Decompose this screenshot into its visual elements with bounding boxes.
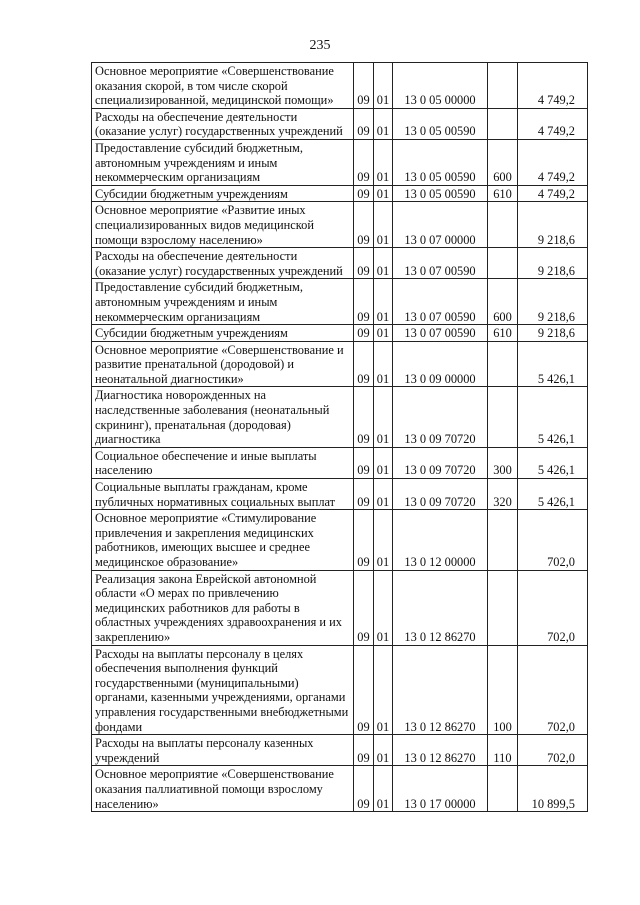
- subsection-code-cell: 01: [374, 185, 393, 202]
- section-code-cell: 09: [354, 387, 374, 447]
- amount-cell: 9 218,6: [518, 325, 588, 342]
- expense-type-cell: [488, 108, 518, 139]
- subsection-code-cell: 01: [374, 108, 393, 139]
- expense-type-cell: 320: [488, 479, 518, 510]
- table-row: [92, 341, 588, 387]
- amount-cell: 702,0: [518, 645, 588, 735]
- subsection-code-cell: 01: [374, 325, 393, 342]
- table-row: [92, 479, 588, 510]
- expense-type-cell: [488, 766, 518, 812]
- row-name-cell: Субсидии бюджетным учреждениям: [92, 185, 354, 202]
- expense-type-cell: 610: [488, 325, 518, 342]
- amount-cell: 5 426,1: [518, 447, 588, 478]
- subsection-code-cell: 01: [374, 479, 393, 510]
- row-name-cell: Расходы на выплаты персоналу в целях обеспечения выполнения функций государственными (муниципальными) органами, казенными учреждениями, органами управления государственными внебюджетными фондами: [92, 645, 354, 735]
- expense-type-cell: [488, 248, 518, 279]
- target-article-cell: 13 0 05 00590: [393, 108, 488, 139]
- expense-type-cell: [488, 387, 518, 447]
- target-article-cell: 13 0 12 86270: [393, 570, 488, 645]
- table-row: [92, 735, 588, 766]
- row-name-cell: Основное мероприятие «Развитие иных специализированных видов медицинской помощи взрослому населению»: [92, 202, 354, 248]
- table-row: [92, 248, 588, 279]
- row-name-cell: Расходы на обеспечение деятельности (оказание услуг) государственных учреждений: [92, 108, 354, 139]
- row-name-cell: Субсидии бюджетным учреждениям: [92, 325, 354, 342]
- table-row: [92, 63, 588, 109]
- row-name-cell: Основное мероприятие «Совершенствование оказания паллиативной помощи взрослому населению»: [92, 766, 354, 812]
- subsection-code-cell: 01: [374, 447, 393, 478]
- target-article-cell: 13 0 07 00000: [393, 202, 488, 248]
- row-name-cell: Социальные выплаты гражданам, кроме публичных нормативных социальных выплат: [92, 479, 354, 510]
- amount-cell: 9 218,6: [518, 279, 588, 325]
- amount-cell: 4 749,2: [518, 63, 588, 109]
- table-row: [92, 447, 588, 478]
- expense-type-cell: 100: [488, 645, 518, 735]
- expense-type-cell: 300: [488, 447, 518, 478]
- expense-type-cell: 600: [488, 279, 518, 325]
- expense-type-cell: [488, 202, 518, 248]
- subsection-code-cell: 01: [374, 341, 393, 387]
- table-row: [92, 387, 588, 447]
- row-name-cell: Расходы на обеспечение деятельности (оказание услуг) государственных учреждений: [92, 248, 354, 279]
- amount-cell: 9 218,6: [518, 202, 588, 248]
- row-name-cell: Основное мероприятие «Совершенствование оказания скорой, в том числе скорой специализированной, медицинской помощи»: [92, 63, 354, 109]
- section-code-cell: 09: [354, 279, 374, 325]
- section-code-cell: 09: [354, 325, 374, 342]
- row-name-cell: Расходы на выплаты персоналу казенных учреждений: [92, 735, 354, 766]
- subsection-code-cell: 01: [374, 139, 393, 185]
- expense-type-cell: 600: [488, 139, 518, 185]
- amount-cell: 5 426,1: [518, 341, 588, 387]
- subsection-code-cell: 01: [374, 645, 393, 735]
- target-article-cell: 13 0 07 00590: [393, 325, 488, 342]
- row-name-cell: Реализация закона Еврейской автономной области «О мерах по привлечению медицинских работников для работы в областных учреждениях здравоохранения и их закреплению»: [92, 570, 354, 645]
- subsection-code-cell: 01: [374, 510, 393, 570]
- budget-table-body: [92, 63, 588, 812]
- subsection-code-cell: 01: [374, 570, 393, 645]
- section-code-cell: 09: [354, 645, 374, 735]
- section-code-cell: 09: [354, 202, 374, 248]
- table-row: [92, 202, 588, 248]
- amount-cell: 4 749,2: [518, 139, 588, 185]
- target-article-cell: 13 0 09 70720: [393, 387, 488, 447]
- target-article-cell: 13 0 09 70720: [393, 479, 488, 510]
- table-row: [92, 510, 588, 570]
- amount-cell: 5 426,1: [518, 479, 588, 510]
- page-number: 235: [309, 38, 331, 53]
- target-article-cell: 13 0 07 00590: [393, 279, 488, 325]
- target-article-cell: 13 0 12 86270: [393, 645, 488, 735]
- target-article-cell: 13 0 12 86270: [393, 735, 488, 766]
- target-article-cell: 13 0 05 00590: [393, 139, 488, 185]
- row-name-cell: Социальное обеспечение и иные выплаты населению: [92, 447, 354, 478]
- section-code-cell: 09: [354, 63, 374, 109]
- section-code-cell: 09: [354, 108, 374, 139]
- section-code-cell: 09: [354, 185, 374, 202]
- amount-cell: 9 218,6: [518, 248, 588, 279]
- section-code-cell: 09: [354, 479, 374, 510]
- section-code-cell: 09: [354, 139, 374, 185]
- budget-table: [91, 62, 588, 812]
- amount-cell: 10 899,5: [518, 766, 588, 812]
- row-name-cell: Предоставление субсидий бюджетным, автономным учреждениям и иным некоммерческим организациям: [92, 139, 354, 185]
- subsection-code-cell: 01: [374, 202, 393, 248]
- amount-cell: 702,0: [518, 735, 588, 766]
- table-row: [92, 325, 588, 342]
- amount-cell: 702,0: [518, 570, 588, 645]
- table-row: [92, 570, 588, 645]
- expense-type-cell: [488, 570, 518, 645]
- row-name-cell: Диагностика новорожденных на наследственные заболевания (неонатальный скрининг), пренатальная (дородовая) диагностика: [92, 387, 354, 447]
- table-row: [92, 108, 588, 139]
- expense-type-cell: [488, 510, 518, 570]
- target-article-cell: 13 0 09 00000: [393, 341, 488, 387]
- subsection-code-cell: 01: [374, 766, 393, 812]
- target-article-cell: 13 0 09 70720: [393, 447, 488, 478]
- amount-cell: 702,0: [518, 510, 588, 570]
- row-name-cell: Основное мероприятие «Стимулирование привлечения и закрепления медицинских работников, имеющих высшее и среднее медицинское образование»: [92, 510, 354, 570]
- row-name-cell: Предоставление субсидий бюджетным, автономным учреждениям и иным некоммерческим организациям: [92, 279, 354, 325]
- subsection-code-cell: 01: [374, 63, 393, 109]
- table-row: [92, 645, 588, 735]
- amount-cell: 4 749,2: [518, 185, 588, 202]
- target-article-cell: 13 0 05 00590: [393, 185, 488, 202]
- section-code-cell: 09: [354, 341, 374, 387]
- expense-type-cell: 610: [488, 185, 518, 202]
- section-code-cell: 09: [354, 570, 374, 645]
- table-row: [92, 185, 588, 202]
- subsection-code-cell: 01: [374, 735, 393, 766]
- table-row: [92, 139, 588, 185]
- target-article-cell: 13 0 17 00000: [393, 766, 488, 812]
- subsection-code-cell: 01: [374, 279, 393, 325]
- amount-cell: 4 749,2: [518, 108, 588, 139]
- expense-type-cell: 110: [488, 735, 518, 766]
- section-code-cell: 09: [354, 766, 374, 812]
- row-name-cell: Основное мероприятие «Совершенствование и развитие пренатальной (дородовой) и неонатальной диагностики»: [92, 341, 354, 387]
- section-code-cell: 09: [354, 447, 374, 478]
- section-code-cell: 09: [354, 248, 374, 279]
- table-row: [92, 766, 588, 812]
- section-code-cell: 09: [354, 510, 374, 570]
- target-article-cell: 13 0 07 00590: [393, 248, 488, 279]
- expense-type-cell: [488, 63, 518, 109]
- amount-cell: 5 426,1: [518, 387, 588, 447]
- expense-type-cell: [488, 341, 518, 387]
- subsection-code-cell: 01: [374, 248, 393, 279]
- section-code-cell: 09: [354, 735, 374, 766]
- target-article-cell: 13 0 05 00000: [393, 63, 488, 109]
- subsection-code-cell: 01: [374, 387, 393, 447]
- table-row: [92, 279, 588, 325]
- target-article-cell: 13 0 12 00000: [393, 510, 488, 570]
